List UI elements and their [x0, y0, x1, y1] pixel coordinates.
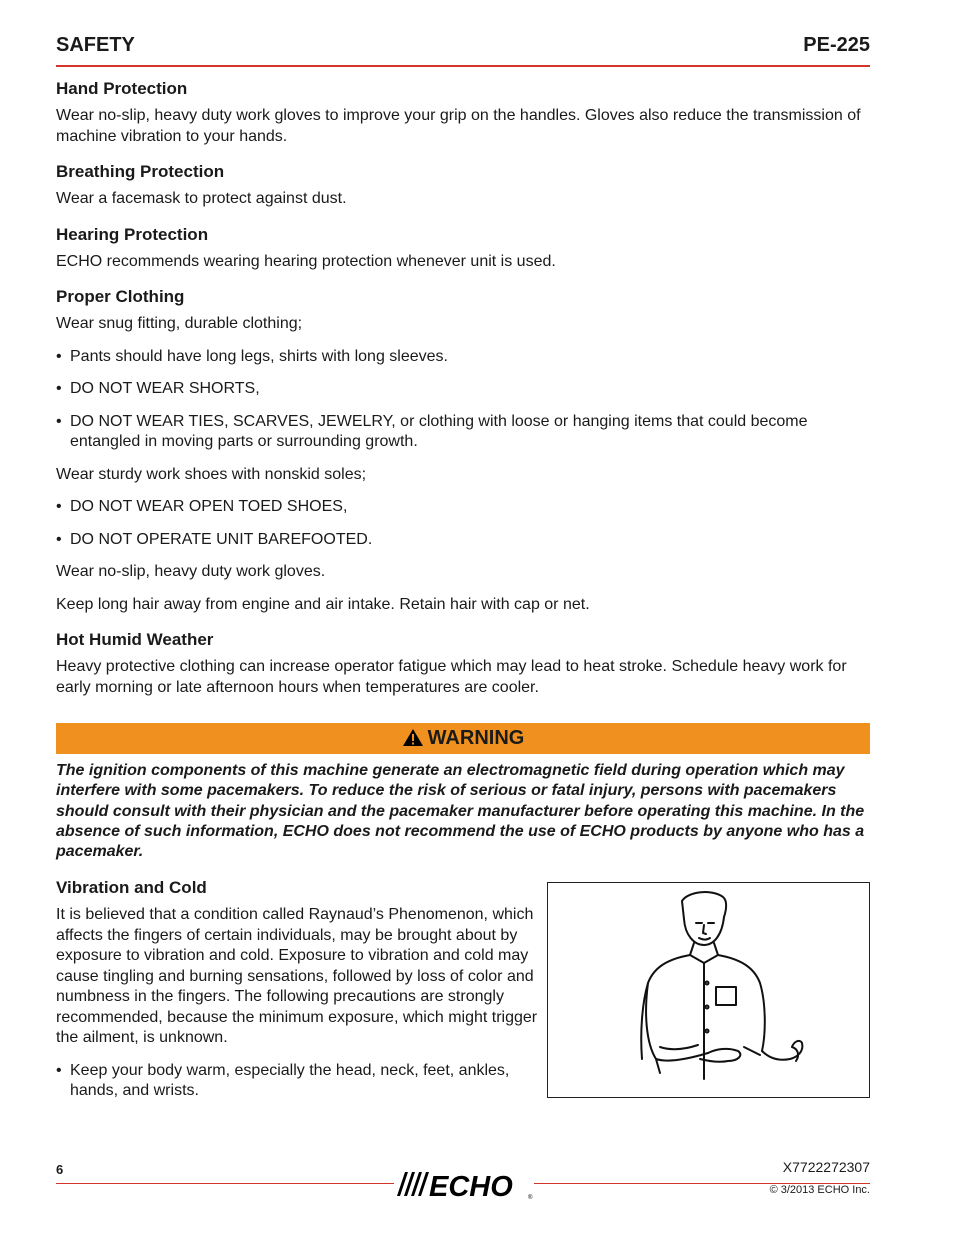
- header-divider: [56, 65, 870, 67]
- bullet-icon: •: [56, 412, 62, 430]
- list-item: • Keep your body warm, especially the head, neck, feet, ankles, hands, and wrists.: [56, 1061, 510, 1099]
- vibration-heading: Vibration and Cold: [56, 878, 207, 897]
- shoes-list: [56, 497, 870, 550]
- list-item: • DO NOT WEAR SHORTS,: [56, 379, 870, 400]
- warning-triangle-icon: [402, 728, 424, 747]
- proper-clothing-heading: Proper Clothing: [56, 287, 185, 306]
- breathing-protection-heading: Breathing Protection: [56, 162, 225, 181]
- bullet-icon: •: [56, 1061, 62, 1079]
- proper-clothing-section: [56, 286, 870, 615]
- svg-text:®: ®: [528, 1195, 533, 1200]
- list-item: • DO NOT WEAR TIES, SCARVES, JEWELRY, or clothing with loose or hanging items that could become entangled in moving parts or surrounding growth.: [56, 412, 808, 450]
- main-content: [56, 78, 870, 712]
- section-title: SAFETY: [56, 34, 135, 56]
- illustration-frame: [547, 882, 870, 1098]
- svg-text:ECHO: ECHO: [429, 1171, 513, 1200]
- gloves-text: Wear no-slip, heavy duty work gloves.: [56, 563, 326, 580]
- hand-protection-heading: Hand Protection: [56, 79, 188, 98]
- vibration-section: [56, 877, 538, 1114]
- breathing-protection-text: Wear a facemask to protect against dust.: [56, 190, 347, 207]
- hot-weather-text: Heavy protective clothing can increase operator fatigue which may lead to heat stroke. Schedule heavy work for early morning or late afternoon hours when temperatures are cooler.: [56, 658, 847, 696]
- bullet-icon: •: [56, 498, 62, 515]
- hot-weather-heading: Hot Humid Weather: [56, 630, 214, 649]
- hearing-protection-section: [56, 224, 870, 273]
- copyright: © 3/2013 ECHO Inc.: [769, 1184, 870, 1196]
- warning-banner: [56, 723, 870, 754]
- breathing-protection-section: [56, 161, 870, 210]
- clothing-list: [56, 347, 870, 453]
- clothing-intro: Wear snug fitting, durable clothing;: [56, 315, 303, 332]
- page-number: 6: [56, 1162, 64, 1177]
- hand-protection-section: [56, 78, 870, 147]
- vibration-text: It is believed that a condition called Raynaud’s Phenomenon, which affects the fingers of certain individuals, may be brought about by exposure to vibration and cold. Exposure to vibration and cold may cause tingling and burning sensations, followed by loss of color and numbness in the fingers. The following precautions are strongly recommended, because the minimum exposure, which might trigger the ailment, is unknown.: [56, 906, 538, 1046]
- document-number: X7722272307: [782, 1159, 870, 1175]
- warning-label: WARNING: [427, 727, 525, 749]
- shoes-intro: Wear sturdy work shoes with nonskid soles;: [56, 465, 367, 483]
- bullet-icon: •: [56, 347, 62, 365]
- model-number: PE-225: [803, 34, 870, 56]
- man-examining-hands-illustration: [548, 883, 869, 1097]
- bullet-icon: •: [56, 380, 62, 397]
- hot-weather-section: [56, 629, 870, 698]
- list-item: • Pants should have long legs, shirts with long sleeves.: [56, 347, 870, 368]
- hearing-protection-heading: Hearing Protection: [56, 224, 209, 244]
- list-item: • DO NOT WEAR OPEN TOED SHOES,: [56, 497, 870, 518]
- footer-divider-left: [56, 1183, 394, 1184]
- hand-protection-text: Wear no-slip, heavy duty work gloves to improve your grip on the handles. Gloves also reduce the transmission of machine vibration to your hands.: [56, 107, 861, 145]
- vibration-list: [56, 1061, 538, 1102]
- hearing-protection-text: ECHO recommends wearing hearing protection whenever unit is used.: [56, 252, 556, 270]
- list-item: • DO NOT OPERATE UNIT BAREFOOTED.: [56, 530, 870, 551]
- page-header: [56, 34, 870, 64]
- warning-text: The ignition components of this machine generate an electromagnetic field during operation which may interfere with some pacemakers. To reduce the risk of serious or fatal injury, persons with pacemakers should consult with their physician and the pacemaker manufacturer before operating this machine. In the absence of such information, ECHO does not recommend the use of ECHO products by anyone who has a pacemaker.: [56, 762, 865, 861]
- echo-logo: [393, 1166, 535, 1200]
- hair-text: Keep long hair away from engine and air intake. Retain hair with cap or net.: [56, 595, 590, 613]
- bullet-icon: •: [56, 530, 62, 548]
